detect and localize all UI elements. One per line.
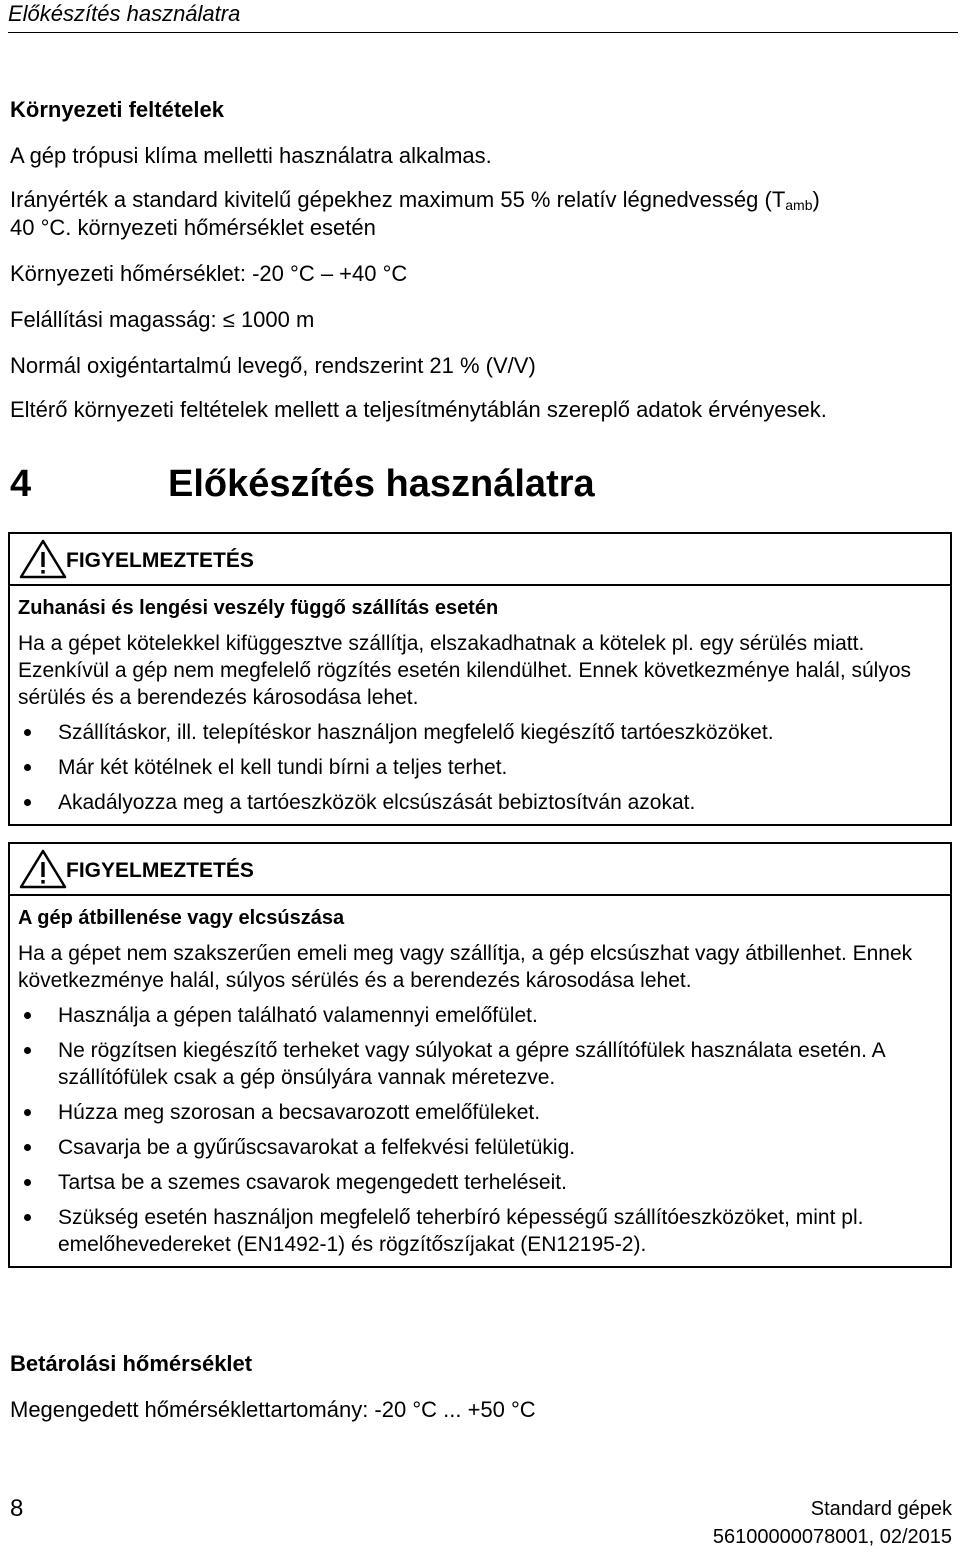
env-line-7: Eltérő környezeti feltételek mellett a teljesítménytáblán szereplő adatok érvényesek. bbox=[10, 397, 827, 422]
storage-heading: Betárolási hőmérséklet bbox=[10, 1351, 253, 1376]
env-line-3: 40 °C. környezeti hőmérséklet esetén bbox=[10, 215, 376, 240]
env-line-5: Felállítási magasság: ≤ 1000 m bbox=[10, 307, 315, 332]
list-item: Tartsa be a szemes csavarok megengedett terheléseit. bbox=[18, 1169, 942, 1196]
list-item: Szükség esetén használjon megfelelő teherbíró képességű szállítóeszközöket, mint pl. emelőhevedereket (EN1492-1) és rögzítőszíjakat (EN12195-2). bbox=[18, 1204, 942, 1258]
chapter-heading bbox=[10, 460, 595, 508]
warning-label: FIGYELMEZTETÉS bbox=[66, 859, 254, 882]
warning-bullet-list bbox=[10, 719, 950, 816]
subscript-amb: amb bbox=[785, 197, 813, 213]
warning-text: Ha a gépet kötelekkel kifüggesztve szállítja, elszakadhatnak a kötelek pl. egy sérülés miatt. Ezenkívül a gép nem megfelelő rögzítés esetén kilendülhet. Ennek következménye halál, súlyos sérülés és a berendezés károsodása lehet. bbox=[18, 632, 912, 709]
env-line-6: Normál oxigéntartalmú levegő, rendszerint 21 % (V/V) bbox=[10, 353, 536, 378]
warning-label: FIGYELMEZTETÉS bbox=[66, 549, 254, 572]
warning-triangle-icon bbox=[18, 538, 68, 580]
footer-product: Standard gépek bbox=[810, 1498, 952, 1520]
list-item: Húzza meg szorosan a becsavarozott emelőfüleket. bbox=[18, 1099, 942, 1126]
warning-text: Ha a gépet nem szakszerűen emeli meg vagy szállítja, a gép elcsúszhat vagy átbillenhet. Ennek következménye halál, súlyos sérülés és a berendezés károsodása lehet. bbox=[18, 942, 913, 992]
running-title: Előkészítés használatra bbox=[8, 1, 241, 26]
chapter-number: 4 bbox=[10, 463, 32, 505]
warning-bullet-list bbox=[10, 1002, 950, 1258]
warning-triangle-icon bbox=[18, 848, 68, 890]
env-line-2: Irányérték a standard kivitelű gépekhez maximum 55 % relatív légnedvesség $(T_{amb})$ bbox=[10, 187, 820, 213]
list-item: Csavarja be a gyűrűscsavarokat a felfekvési felületükig. bbox=[18, 1134, 942, 1161]
page-number: 8 bbox=[10, 1495, 24, 1522]
storage-line: Megengedett hőmérséklettartomány: -20 °C ... +50 °C bbox=[10, 1397, 536, 1422]
hazard-title: Zuhanási és lengési veszély függő szállítás esetén bbox=[18, 597, 499, 619]
list-item: Akadályozza meg a tartóeszközök elcsúszását bebiztosítván azokat. bbox=[18, 789, 942, 816]
list-item: Használja a gépen található valamennyi emelőfület. bbox=[18, 1002, 942, 1029]
running-header bbox=[8, 0, 958, 33]
env-heading: Környezeti feltételek bbox=[10, 97, 224, 122]
warning-header bbox=[10, 844, 950, 896]
chapter-title: Előkészítés használatra bbox=[168, 463, 595, 505]
warning-box-1 bbox=[8, 532, 952, 826]
env-line-1: A gép trópusi klíma melletti használatra alkalmas. bbox=[10, 143, 492, 168]
warning-header bbox=[10, 534, 950, 586]
footer-doc-id: 56100000078001, 02/2015 bbox=[712, 1526, 952, 1548]
hazard-title: A gép átbillenése vagy elcsúszása bbox=[18, 907, 345, 929]
list-item: Már két kötélnek el kell tundi bírni a teljes terhet. bbox=[18, 754, 942, 781]
env-line-4: Környezeti hőmérséklet: -20 °C – +40 °C bbox=[10, 261, 408, 286]
warning-box-2 bbox=[8, 842, 952, 1268]
list-item: Ne rögzítsen kiegészítő terheket vagy súlyokat a gépre szállítófülek használata esetén. A szállítófülek csak a gép önsúlyára vannak méretezve. bbox=[18, 1037, 942, 1091]
list-item: Szállításkor, ill. telepítéskor használjon megfelelő kiegészítő tartóeszközöket. bbox=[18, 719, 942, 746]
